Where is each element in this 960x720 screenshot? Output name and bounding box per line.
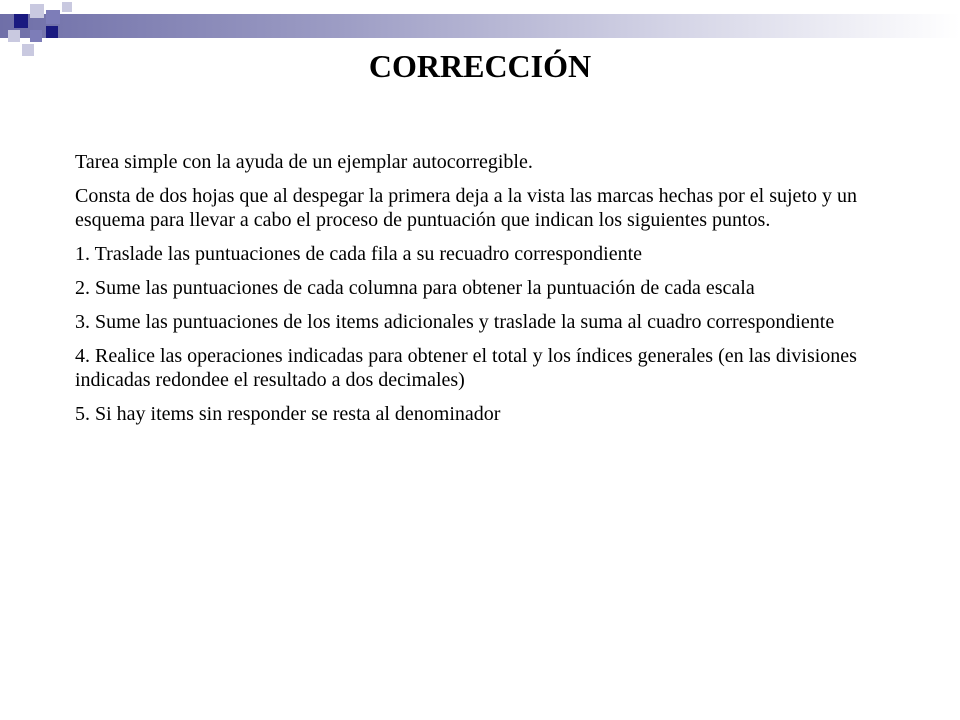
step-item: 4. Realice las operaciones indicadas para obtener el total y los índices generales (en las divisiones indicadas redondee el resultado a dos decimales) (75, 345, 857, 391)
step-item: 1. Traslade las puntuaciones de cada fila a su recuadro correspondiente (75, 243, 643, 265)
step-item: 5. Si hay items sin responder se resta al denominador (75, 403, 501, 425)
decor-square (30, 30, 42, 42)
step-item: 3. Sume las puntuaciones de los items adicionales y traslade la suma al cuadro correspondiente (75, 311, 835, 333)
decor-square (8, 30, 20, 42)
decor-square (46, 26, 58, 38)
decor-square (62, 2, 72, 12)
decor-square (14, 14, 28, 28)
header-gradient-bar (0, 14, 960, 38)
description-paragraph: Consta de dos hojas que al despegar la primera deja a la vista las marcas hechas por el sujeto y un esquema para llevar a cabo el proceso de puntuación que indican los siguientes puntos. (75, 185, 857, 231)
intro-paragraph: Tarea simple con la ayuda de un ejemplar autocorregible. (75, 151, 533, 173)
decor-square (30, 4, 44, 18)
step-item: 2. Sume las puntuaciones de cada columna para obtener la puntuación de cada escala (75, 277, 755, 299)
decor-square (46, 10, 60, 24)
slide-body (75, 150, 895, 436)
slide-title: CORRECCIÓN (368, 48, 592, 84)
